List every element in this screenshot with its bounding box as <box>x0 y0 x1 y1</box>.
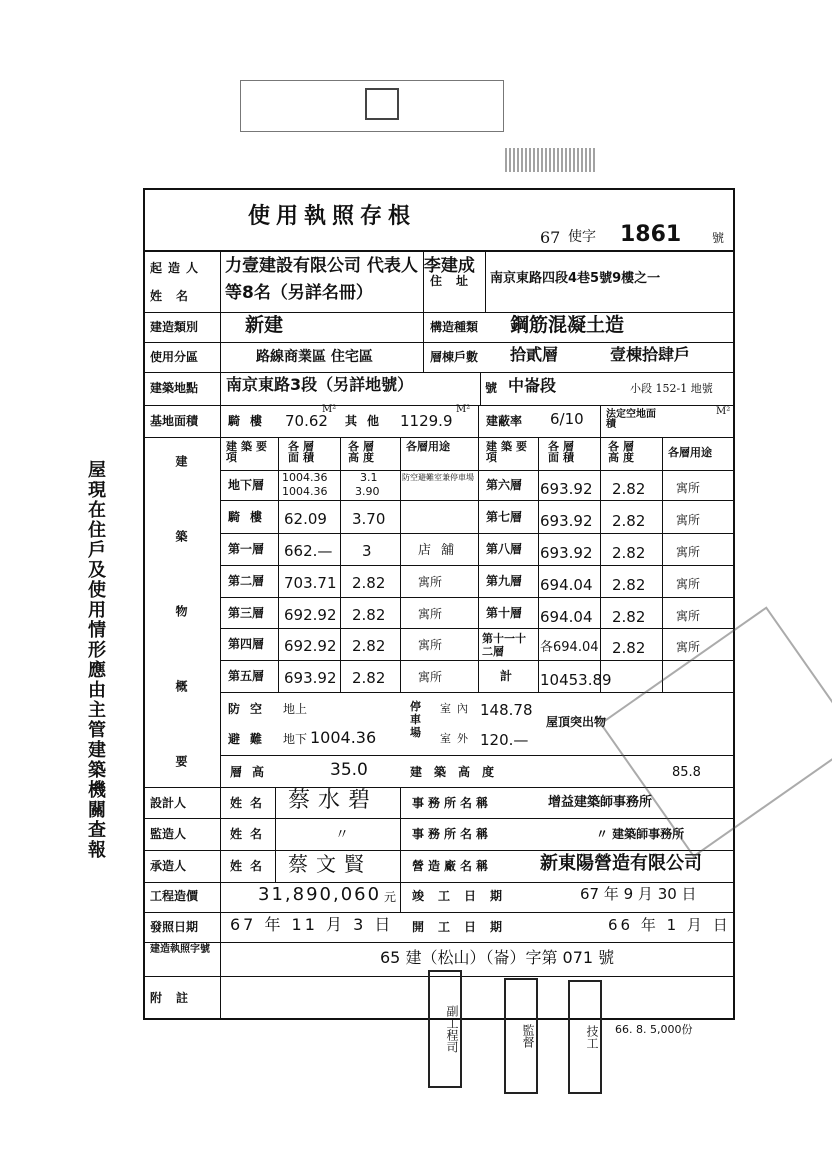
building-type-label: 建造類別 <box>150 320 199 334</box>
floor-height: 2.82 <box>612 544 646 562</box>
permit-label: 建造執照字號 <box>150 944 210 955</box>
floor-name: 第十一十二層 <box>482 632 526 659</box>
contractor-company-label: 營造廠名稱 <box>412 859 493 873</box>
outdoor-value: 120.— <box>480 731 529 749</box>
shelter-above-label: 地上 <box>283 702 308 716</box>
stamp-engineer: 副工程司 <box>428 970 462 1088</box>
other-value: 1129.9 <box>400 412 453 430</box>
other-unit: M² <box>456 404 471 415</box>
floor-height-value: 35.0 <box>330 760 368 780</box>
location-value: 南京東路3段（另詳地號） <box>226 375 414 394</box>
floor-area: 694.04 <box>540 576 593 594</box>
shelter-below-label: 地下 <box>283 732 308 746</box>
floor-height: 2.82 <box>352 574 386 592</box>
floor-area: 703.71 <box>284 574 337 592</box>
floor-use: 寓所 <box>418 670 443 684</box>
supervisor-office: 〃 建築師事務所 <box>596 827 685 841</box>
floor-name: 第一層 <box>228 542 265 556</box>
col-height-left: 各層高度 <box>348 440 378 464</box>
floor-name: 騎樓 <box>228 510 273 524</box>
stamp-supervisor: 監督 <box>504 978 538 1094</box>
floor-use: 寓所 <box>418 607 443 621</box>
floor-area: 693.92 <box>540 480 593 498</box>
shelter-label-2: 避難 <box>228 732 273 746</box>
floor-use: 寓所 <box>676 577 701 591</box>
contractor-label: 承造人 <box>150 859 187 873</box>
owner-address: 南京東路四段4巷5號9樓之一 <box>490 271 661 286</box>
structure-label: 構造種類 <box>430 320 479 334</box>
top-right-smudge <box>505 148 595 172</box>
required-area-label: 法定空地面積 <box>606 409 656 430</box>
floor-height: 3 <box>362 542 372 560</box>
license-year: 67 <box>540 228 561 247</box>
section-label-mid-2: 物 <box>174 605 188 617</box>
license-suffix: 號 <box>712 231 725 245</box>
floor-height: 2.82 <box>612 608 646 626</box>
owner-label-1: 起造人 <box>150 261 205 275</box>
units-value: 拾貳層 <box>510 345 559 364</box>
floor-name: 第四層 <box>228 637 265 651</box>
coverage-label: 建蔽率 <box>486 414 523 428</box>
floor-use: 寓所 <box>676 545 701 559</box>
floor-name: 第五層 <box>228 669 265 683</box>
outdoor-label: 室外 <box>440 732 474 745</box>
start-date-label: 開工日期 <box>412 920 517 934</box>
units-value-2: 壹棟拾肆戶 <box>610 345 691 364</box>
other-label: 其他 <box>345 414 390 428</box>
floor-name: 第九層 <box>486 574 523 588</box>
zoning-value: 路線商業區 住宅區 <box>256 349 373 365</box>
owner-count: 等8名（另詳名冊） <box>225 283 373 303</box>
floor-use: 寓所 <box>418 638 443 652</box>
floor-area: 10453.89 <box>540 671 612 689</box>
col-use-right: 各層用途 <box>668 446 712 459</box>
floor-area: 692.92 <box>284 606 337 624</box>
indoor-value: 148.78 <box>480 701 533 719</box>
required-area-unit: M² <box>716 406 731 417</box>
contractor-name-label: 姓名 <box>230 859 271 873</box>
coverage-value: 6/10 <box>550 410 584 428</box>
section-label-mid: 築 <box>174 530 188 542</box>
side-note: 屋現在住戶及使用情形應由主管建築機關查報 <box>85 460 106 860</box>
floor-area: 662.— <box>284 542 333 560</box>
top-stamp-mark <box>365 88 399 120</box>
supervisor-label: 監造人 <box>150 827 187 841</box>
floor-height: 2.82 <box>612 576 646 594</box>
section-label-build: 建 <box>174 455 188 467</box>
sub-section-value: 小段 152-1 地號 <box>630 382 713 395</box>
owner-label-2: 姓名 <box>150 289 203 303</box>
supervisor-name-label: 姓名 <box>230 827 271 841</box>
col-item-right: 建築要項 <box>486 440 531 464</box>
building-type-value: 新建 <box>245 314 284 336</box>
floor-name: 第七層 <box>486 510 523 524</box>
designer-name-label: 姓名 <box>230 796 271 810</box>
roof-label: 屋頂突出物 <box>546 715 607 729</box>
floor-use: 寓所 <box>418 575 443 589</box>
floor-name: 第八層 <box>486 542 523 556</box>
floor-use: 寓所 <box>676 609 701 623</box>
floor-name: 第三層 <box>228 606 265 620</box>
floor-height: 2.82 <box>352 637 386 655</box>
col-use-left: 各層用途 <box>406 440 450 453</box>
license-number: 1861 <box>620 222 682 247</box>
cost-unit: 元 <box>384 890 397 904</box>
floor-height: 2.82 <box>352 606 386 624</box>
floor-height-label: 層高 <box>230 765 275 779</box>
floor-area: 694.04 <box>540 608 593 626</box>
floor-area: 692.92 <box>284 637 337 655</box>
site-area-label: 基地面積 <box>150 414 199 428</box>
owner-name: 力壹建設有限公司 代表人 李建成 <box>225 256 475 276</box>
units-label: 層棟戶數 <box>430 350 479 364</box>
designer-name: 蔡水碧 <box>288 788 379 813</box>
col-item-left: 建築要項 <box>226 440 271 464</box>
arcade-unit: M² <box>322 404 337 415</box>
arcade-value: 70.62 <box>285 412 328 430</box>
roof-value: 85.8 <box>672 765 701 780</box>
permit-value: 65 建（松山）（崙）字第 071 號 <box>380 948 615 967</box>
section-value: 中崙段 <box>508 376 557 395</box>
completion-value: 67 年 9 月 30 日 <box>580 885 697 903</box>
designer-office-label: 事務所名稱 <box>412 796 493 810</box>
stamp-technician: 技工 <box>568 980 602 1094</box>
page-title: 使用執照存根 <box>248 203 417 229</box>
floor-height-2: 3.90 <box>355 485 380 498</box>
issue-date-label: 發照日期 <box>150 920 199 934</box>
cost-value: 31,890,060 <box>258 884 382 905</box>
start-date-value: 66 年 1 月 日 <box>608 916 731 934</box>
floor-height: 2.82 <box>612 512 646 530</box>
col-area-left: 各層面積 <box>288 440 318 464</box>
floor-area: 693.92 <box>540 544 593 562</box>
shelter-below-value: 1004.36 <box>310 728 377 747</box>
floor-name: 地下層 <box>228 478 265 492</box>
shelter-label-1: 防空 <box>228 702 273 716</box>
floor-use: 寓所 <box>676 513 701 527</box>
floor-area: 各694.04 <box>540 640 599 655</box>
location-label: 建築地點 <box>150 381 199 395</box>
floor-name: 計 <box>500 669 513 683</box>
floor-height: 2.82 <box>612 480 646 498</box>
floor-use: 寓所 <box>676 640 701 654</box>
floor-name: 第十層 <box>486 606 523 620</box>
indoor-label: 室內 <box>440 702 474 715</box>
supervisor-office-label: 事務所名稱 <box>412 827 493 841</box>
floor-area: 62.09 <box>284 510 327 528</box>
floor-area-2: 1004.36 <box>282 485 328 498</box>
floor-area: 693.92 <box>540 512 593 530</box>
location-suffix: 號 <box>485 381 498 395</box>
floor-name: 第二層 <box>228 574 265 588</box>
cost-label: 工程造價 <box>150 889 199 903</box>
floor-use: 寓所 <box>676 481 701 495</box>
floor-use: 防空避難室兼停車場 <box>402 473 474 482</box>
floor-use: 店舖 <box>418 543 465 558</box>
section-label-mid-3: 概 <box>174 680 188 692</box>
floor-name: 第六層 <box>486 478 523 492</box>
supervisor-name: 〃 <box>335 827 349 843</box>
designer-label: 設計人 <box>150 796 187 810</box>
floor-height: 3.70 <box>352 510 386 528</box>
zoning-label: 使用分區 <box>150 350 199 364</box>
structure-value: 鋼筋混凝土造 <box>510 314 625 336</box>
floor-area: 693.92 <box>284 669 337 687</box>
floor-area: 1004.36 <box>282 471 328 484</box>
license-word: 使字 <box>568 229 596 245</box>
floor-height: 3.1 <box>360 471 378 484</box>
section-label-mid-4: 要 <box>174 755 188 767</box>
contractor-name: 蔡文賢 <box>288 852 372 876</box>
floor-height: 2.82 <box>612 639 646 657</box>
remarks-label: 附註 <box>150 991 203 1005</box>
building-height-label: 建築高度 <box>410 765 507 779</box>
form-print-note: 66. 8. 5,000份 <box>615 1023 693 1036</box>
contractor-company: 新東陽營造有限公司 <box>540 853 702 874</box>
completion-label: 竣工日期 <box>412 889 517 903</box>
designer-office: 增益建築師事務所 <box>548 795 653 810</box>
issue-date-value: 67 年 11 月 3 日 <box>230 915 394 934</box>
floor-height: 2.82 <box>352 669 386 687</box>
col-height-right: 各層高度 <box>608 440 638 464</box>
parking-label: 停車場 <box>410 700 421 740</box>
address-label: 住址 <box>430 274 483 288</box>
arcade-label: 騎樓 <box>228 414 273 428</box>
col-area-right: 各層面積 <box>548 440 578 464</box>
